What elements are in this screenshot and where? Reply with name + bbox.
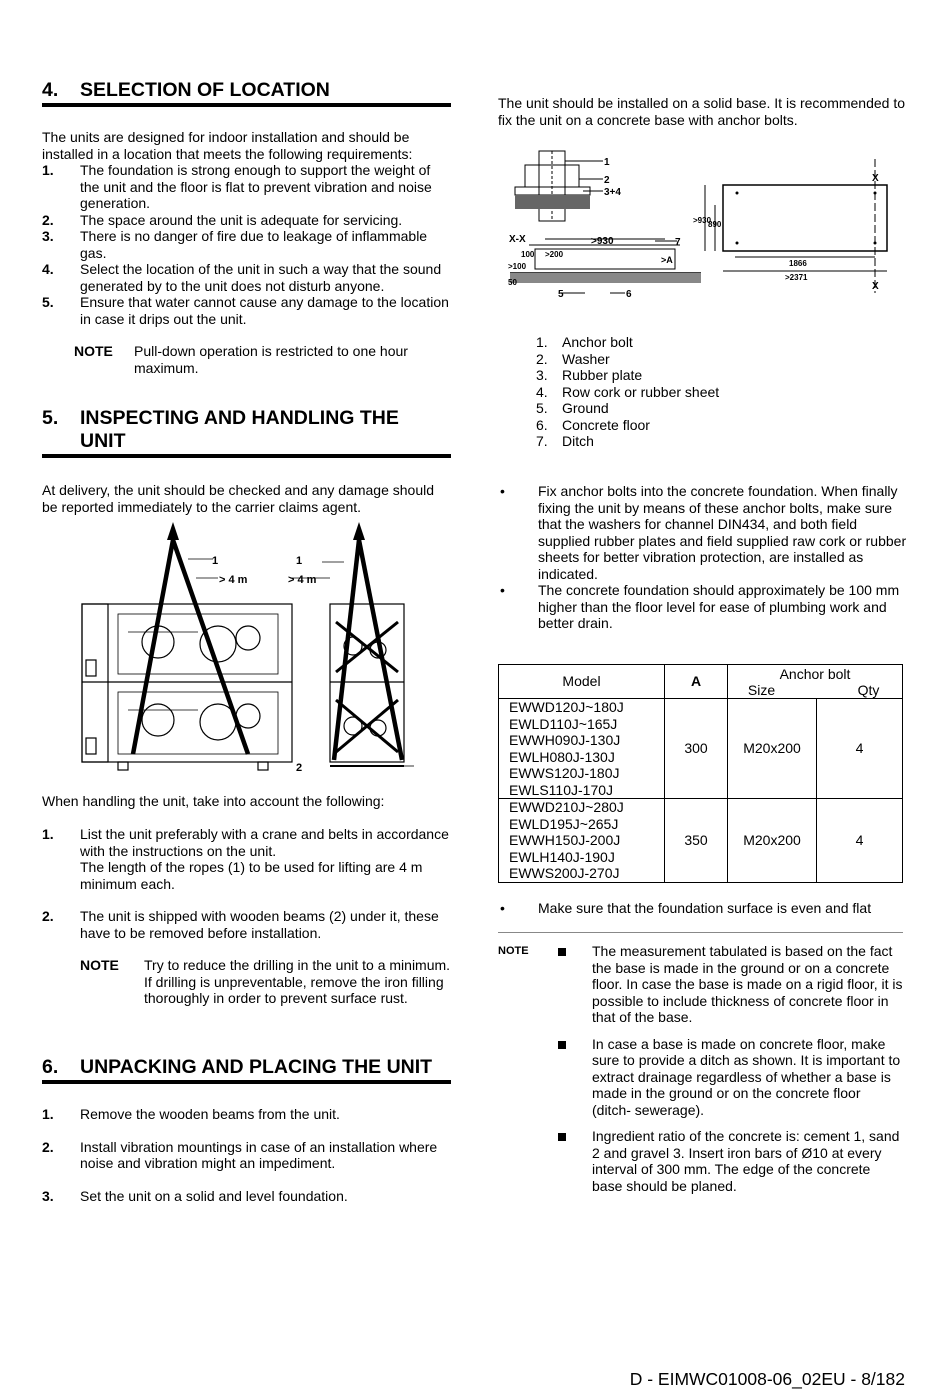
item-number: 5. [42, 294, 54, 310]
list-item [42, 1188, 452, 1205]
note-item [558, 1128, 903, 1194]
legend-text: Rubber plate [562, 367, 643, 383]
fig-label: 5 [558, 289, 564, 300]
note-label: NOTE [80, 957, 119, 973]
fig-label: >930 [693, 216, 712, 225]
model-name: EWWD120J~180J [509, 699, 624, 715]
list-item [42, 261, 452, 294]
legend-number: 5. [536, 400, 548, 416]
model-cell [499, 699, 665, 799]
list-item [42, 826, 452, 892]
fig-label: 2 [604, 175, 610, 186]
qty-cell: 4 [817, 699, 903, 799]
item-text: Remove the wooden beams from the unit. [80, 1106, 340, 1122]
anchor-bullets [498, 483, 908, 632]
note-label: NOTE [498, 945, 529, 957]
legend-text: Anchor bolt [562, 334, 633, 350]
section-5-intro: At delivery, the unit should be checked and any damage should be reported immediately to the carrier claims agent. [42, 482, 434, 515]
section-number: 6. [42, 1056, 59, 1078]
list-item [42, 228, 452, 261]
heading-rule [42, 454, 451, 458]
item-number: 4. [42, 261, 54, 277]
bullet-text: Fix anchor bolts into the concrete foundation. When finally fixing the unit by means of these anchor bolts, make sure that the washers for channel DIN434, and both field supplied rubber plates and field supplied raw cork or rubber sheets for better vibration protection, are installed as indicated. [538, 483, 907, 582]
item-number: 1. [42, 1106, 54, 1122]
legend-number: 1. [536, 334, 548, 350]
legend-item [536, 417, 836, 434]
note-text: Try to reduce the drilling in the unit to a minimum. If drilling is unpreventable, remove the iron filling thoroughly in order to prevent surface rust. [144, 957, 451, 1006]
item-number: 1. [42, 162, 54, 178]
item-number: 2. [42, 908, 54, 924]
bullet-dot: • [500, 582, 505, 598]
foundation-figure [505, 145, 895, 303]
header-anchor-bolt [728, 665, 903, 699]
legend-item [536, 400, 836, 417]
fig-label: 3+4 [604, 187, 621, 198]
table-row [499, 799, 903, 883]
divider [498, 932, 903, 933]
fig-label: X [872, 281, 879, 292]
section-number: 5. [42, 407, 59, 429]
legend-item [536, 367, 836, 384]
legend-number: 3. [536, 367, 548, 383]
square-bullet-icon [558, 1036, 592, 1119]
legend-number: 2. [536, 350, 548, 367]
legend-number: 4. [536, 383, 548, 400]
item-number: 3. [42, 1187, 54, 1204]
note-text: The measurement tabulated is based on the fact the base is made in the ground or on a concrete floor. In case the base is made on a rigid floor, it is possible to include thickness of concrete floor in that of the base. [592, 943, 903, 1025]
header-model: Model [499, 665, 665, 699]
bullet-dot: • [500, 483, 505, 499]
legend-item [536, 384, 836, 401]
fig-label: X-X [509, 234, 526, 245]
heading-rule [42, 1080, 451, 1084]
item-text: Set the unit on a solid and level foundation. [80, 1187, 348, 1204]
item-text: List the unit preferably with a crane and belts in accordance with the instructions on the unit. [80, 826, 449, 859]
fig-label: >930 [591, 236, 614, 247]
model-name: EWLD195J~265J [509, 815, 619, 832]
fig-label: >100 [508, 262, 527, 271]
legend-number: 7. [536, 433, 548, 449]
legend-item [536, 334, 836, 351]
model-name: EWLS110J-170J [509, 781, 614, 798]
square-bullet-icon [558, 943, 592, 1026]
legend-text: Ditch [562, 433, 594, 449]
fig-label: 6 [626, 289, 632, 300]
item-number: 2. [42, 211, 54, 228]
section-title-line2: UNIT [80, 430, 126, 452]
section-title-line1: INSPECTING AND HANDLING THE [80, 407, 399, 429]
bullet-item [498, 900, 908, 917]
section-number: 4. [42, 79, 59, 101]
legend-text: Washer [562, 350, 610, 367]
distance-label: > 4 m [288, 574, 317, 586]
bullet-text: The concrete foundation should approximately be 100 mm higher than the floor level for ease of plumbing work and better drain. [538, 582, 900, 631]
legend-item [536, 351, 836, 368]
size-cell: M20x200 [728, 699, 817, 799]
model-name: EWWD210J~280J [509, 799, 624, 815]
rope-label: 1 [212, 555, 219, 567]
item-text: The length of the ropes (1) to be used for lifting are 4 m minimum each. [80, 859, 423, 892]
lifting-figure [78, 522, 418, 777]
fig-label: 100 [521, 250, 535, 259]
a-cell: 300 [665, 699, 728, 799]
qty-cell: 4 [817, 799, 903, 883]
section-title: SELECTION OF LOCATION [80, 79, 330, 101]
section-5-heading [42, 407, 452, 453]
size-cell: M20x200 [728, 799, 817, 883]
list-item [42, 162, 452, 212]
model-name: EWWS200J-270J [509, 865, 620, 881]
a-cell: 350 [665, 799, 728, 883]
list-item [42, 1106, 452, 1123]
note-block [80, 957, 452, 1007]
bullet-item [498, 582, 908, 632]
item-text: Select the location of the unit in such a way that the sound generated by to the unit does not disturb anyone. [80, 261, 442, 294]
model-name: EWWH150J-200J [509, 832, 621, 848]
legend-number: 6. [536, 416, 548, 433]
item-text: The unit is shipped with wooden beams (2) under it, these have to be removed before installation. [80, 908, 439, 941]
requirements-list [42, 162, 452, 327]
note-item [558, 943, 903, 1026]
fig-label: >200 [545, 250, 564, 259]
model-name: EWWH090J-130J [509, 732, 621, 748]
item-text: The space around the unit is adequate for servicing. [80, 211, 403, 228]
legend-item [536, 433, 836, 450]
legend-text: Ground [562, 400, 609, 416]
item-number: 2. [42, 1138, 54, 1155]
beam-label: 2 [296, 762, 303, 774]
rope-label: 1 [296, 555, 303, 567]
model-name: EWLH140J-190J [509, 848, 615, 865]
section-title: UNPACKING AND PLACING THE UNIT [80, 1056, 433, 1078]
note-label: NOTE [74, 343, 113, 359]
item-text: Install vibration mountings in case of an installation where noise and vibration might an impediment. [80, 1138, 438, 1171]
fig-label: 1866 [789, 259, 807, 268]
list-item [42, 294, 452, 327]
fig-label: >2371 [785, 273, 808, 282]
note-text: In case a base is made on concrete floor, make sure to provide a ditch as shown. It is important to extract drainage regardless of whether a base is made in the ground or on the concrete floor (ditch- sewerage). [592, 1035, 901, 1118]
model-cell [499, 799, 665, 883]
foundation-intro: The unit should be installed on a solid base. It is recommended to fix the unit on a concrete base with anchor bolts. [498, 95, 906, 128]
note-list [558, 943, 903, 1204]
bullet-dot: • [500, 900, 505, 916]
model-name: EWWS120J-180J [509, 765, 620, 781]
bullet-item [498, 483, 908, 582]
distance-label: > 4 m [219, 574, 248, 586]
legend-text: Concrete floor [562, 416, 650, 433]
note-text: Pull-down operation is restricted to one hour maximum. [134, 343, 408, 376]
square-bullet-icon [558, 1128, 592, 1194]
note-text: Ingredient ratio of the concrete is: cement 1, sand 2 and gravel 3. Insert iron bars of Ø10 at every interval of 300 mm. The edge of the concrete base should be planed. [592, 1128, 900, 1194]
placing-list [42, 1106, 452, 1204]
section-4-heading [42, 79, 330, 102]
note-block [74, 343, 452, 376]
item-text: The foundation is strong enough to support the weight of the unit and the floor is flat to prevent vibration and noise generation. [80, 162, 432, 211]
item-text: There is no danger of fire due to leakage of inflammable gas. [80, 228, 428, 261]
handling-intro: When handling the unit, take into account the following: [42, 793, 385, 809]
model-name: EWLH080J-130J [509, 748, 615, 765]
item-number: 3. [42, 228, 54, 244]
header-anchor-label: Anchor bolt [779, 666, 851, 683]
legend-text: Row cork or rubber sheet [562, 383, 720, 400]
fig-label: 890 [708, 220, 722, 229]
model-name: EWLD110J~165J [509, 715, 618, 732]
fig-label: X [872, 173, 879, 184]
header-a: A [665, 665, 728, 699]
section-6-heading [42, 1056, 432, 1079]
list-item [42, 908, 452, 941]
page-footer: D - EIMWC01008-06_02EU - 8/182 [629, 1369, 905, 1389]
note-item [558, 1036, 903, 1119]
item-text: Ensure that water cannot cause any damage to the location in case it drips out the unit. [80, 294, 449, 327]
anchor-bolt-table [498, 664, 903, 883]
section-4-body [42, 129, 452, 376]
item-number: 1. [42, 826, 54, 842]
table-row [499, 699, 903, 799]
list-item [42, 1139, 452, 1172]
fig-label: 7 [675, 237, 681, 248]
heading-rule [42, 103, 451, 107]
fig-label: >A [661, 255, 673, 265]
header-qty: Qty [857, 682, 880, 699]
header-size: Size [747, 682, 776, 699]
handling-list [42, 826, 452, 1007]
list-item [42, 212, 452, 229]
figure-legend [536, 334, 836, 450]
fig-label: 1 [604, 157, 610, 168]
fig-label: 50 [508, 278, 517, 287]
bullet-text: Make sure that the foundation surface is even and flat [538, 900, 872, 916]
section-4-intro: The units are designed for indoor installation and should be installed in a location that meets the following requirements: [42, 129, 413, 162]
